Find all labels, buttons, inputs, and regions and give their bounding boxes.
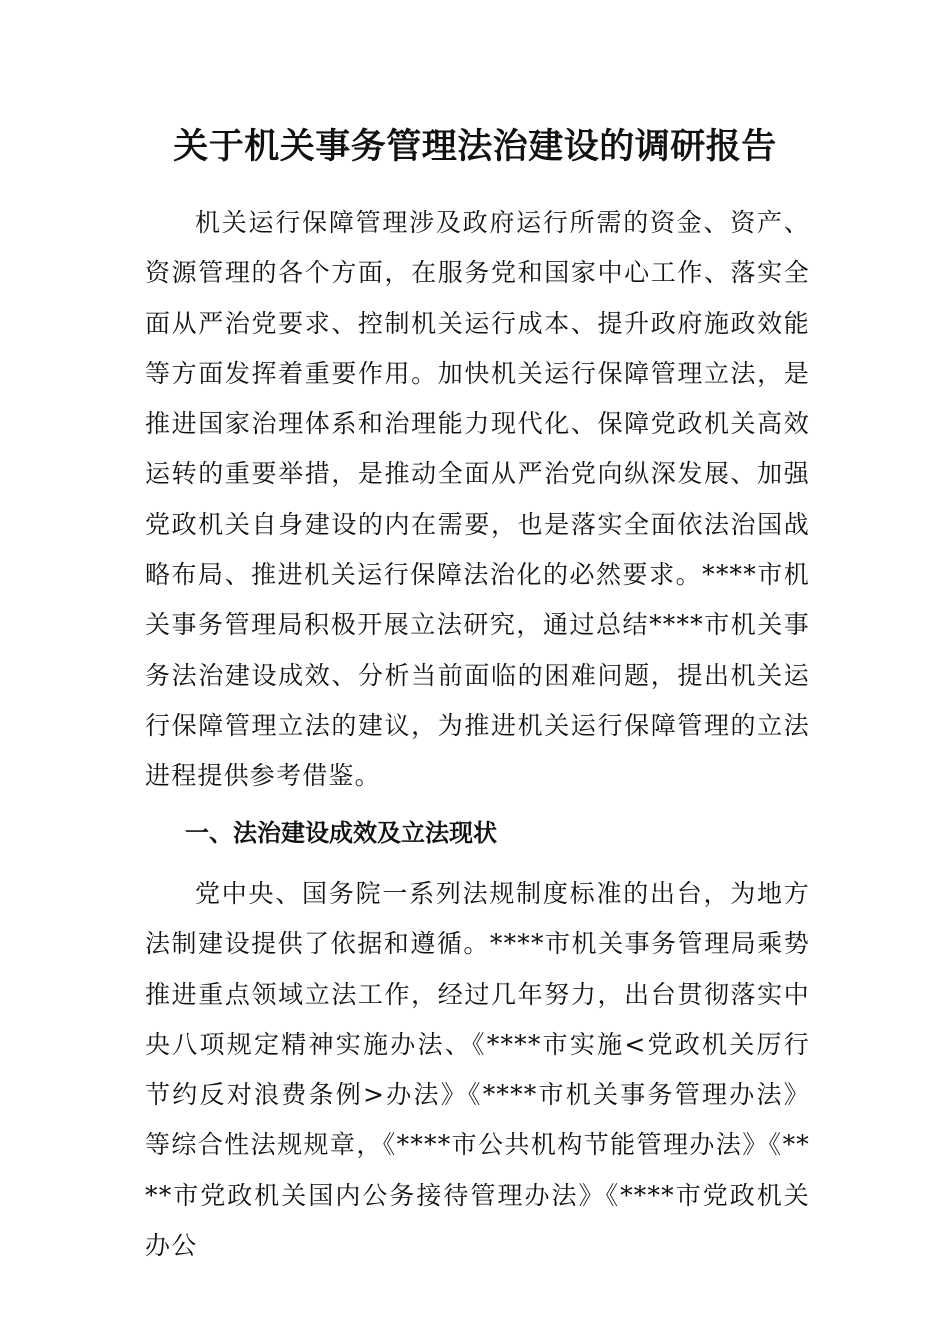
section-paragraph: 党中央、国务院一系列法规制度标准的出台，为地方法制建设提供了依据和遵循。****市机关事务管理局乘势推进重点领域立法工作，经过几年努力，出台贯彻落实中央八项规定精神实施办法、《****市实施<党政机关厉行节约反对浪费条例>办法》《****市机关事务管理办法》等综合性法规规章，《****市公共机构节能管理办法》《****市党政机关国内公务接待管理办法》《****市党政机关办公: [145, 879, 810, 1261]
document-title: 关于机关事务管理法治建设的调研报告: [173, 126, 777, 167]
intro-paragraph: 机关运行保障管理涉及政府运行所需的资金、资产、资源管理的各个方面，在服务党和国家中心工作、落实全面从严治党要求、控制机关运行成本、提升政府施政效能等方面发挥着重要作用。加快机关运行保障管理立法，是推进国家治理体系和治理能力现代化、保障党政机关高效运转的重要举措，是推动全面从严治党向纵深发展、加强党政机关自身建设的内在需要，也是落实全面依法治国战略布局、推进机关运行保障法治化的必然要求。****市机关事务管理局积极开展立法研究，通过总结****市机关事务法治建设成效、分析当前面临的困难问题，提出机关运行保障管理立法的建议，为推进机关运行保障管理的立法进程提供参考借鉴。: [145, 208, 810, 791]
section-heading: 一、法治建设成效及立法现状: [185, 819, 497, 847]
